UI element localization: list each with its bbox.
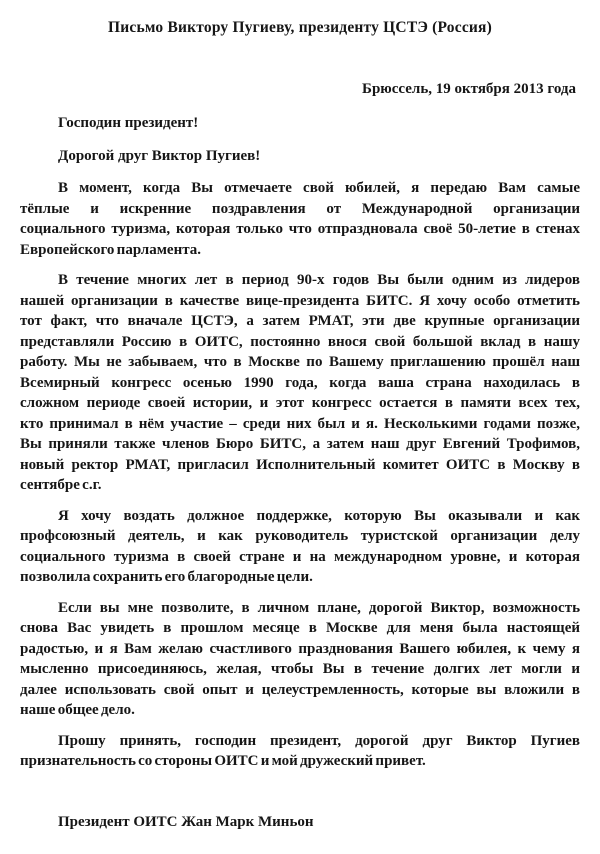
letter-line: работу. Мы не забываем, что в Москве по Вашему приглашению прошёл наш	[20, 354, 580, 370]
letter-line: тот факт, что вначале ЦСТЭ, а затем РМАТ, эти две крупные организации	[20, 313, 580, 329]
letter-line: сложном периоде своей истории, и этот конгресс остается в памяти всех тех,	[20, 395, 580, 411]
letter-line: кто принимал в нём участие – среди них был и я. Несколькими годами позже,	[20, 415, 580, 432]
letter-line: нашей организации в качестве вице-президента БИТС. Я хочу особо отметить	[20, 292, 580, 309]
letter-line: профсоюзный деятель, и как руководитель туристской организации делу	[20, 528, 580, 544]
letter-line: позволила сохранить его благородные цели.	[20, 569, 313, 585]
letter-paragraph-1	[20, 178, 580, 260]
letter-line: представляли Россию в ОИТС, постоянно внося свой большой вклад в нашу	[20, 333, 580, 350]
letter-line: социального туризма, которая только что отпраздновала своё 50-летие в стенах	[20, 221, 580, 237]
letter-line: Я хочу воздать должное поддержке, которую Вы оказывали и как	[58, 507, 580, 524]
letter-paragraph-4	[20, 598, 580, 721]
letter-paragraph-5	[20, 731, 580, 772]
letter-line: снова Вас увидеть в прошлом месяце в Москве для меня была настоящей	[20, 620, 580, 636]
salutation-friend: Дорогой друг Виктор Пугиев!	[58, 147, 261, 164]
letter-line: В момент, когда Вы отмечаете свой юбилей, я передаю Вам самые	[58, 180, 580, 196]
letter-line: далее использовать свой опыт и целеустремленность, которые вы вложили в	[20, 681, 580, 698]
letter-line: тёплые и искренние поздравления от Международной организации	[20, 200, 580, 217]
letter-line: Вы приняли также членов Бюро БИТС, а затем наш друг Евгений Трофимов,	[20, 436, 580, 452]
letter-line: Всемирный конгресс осенью 1990 года, когда ваша страна находилась в	[20, 374, 580, 391]
letter-line: социального туризма в своей стране и на международном уровне, и которая	[20, 548, 580, 565]
letter-dateline: Брюссель, 19 октября 2013 года	[362, 80, 576, 97]
letter-paragraph-3	[20, 506, 580, 588]
letter-line: новый ректор РМАТ, пригласил Исполнительный комитет ОИТС в Москву в	[20, 456, 580, 473]
letter-line: Если вы мне позволите, в личном плане, дорогой Виктор, возможность	[58, 599, 580, 616]
signature-line: Президент ОИТС Жан Марк Миньон	[58, 813, 314, 830]
letter-title: Письмо Виктору Пугиеву, президенту ЦСТЭ (Россия)	[108, 19, 492, 36]
letter-paragraph-2	[20, 270, 580, 496]
letter-line: В течение многих лет в период 90-х годов Вы были одним из лидеров	[58, 272, 580, 288]
letter-line: радостью, и я Вам желаю счастливого празднования Вашего юбилея, к чему я	[20, 640, 580, 657]
salutation-president: Господин президент!	[58, 115, 199, 131]
letter-line: наше общее дело.	[20, 702, 135, 718]
letter-line: сентябре с.г.	[20, 477, 102, 493]
letter-line: Прошу принять, господин президент, дорогой друг Виктор Пугиев	[58, 732, 580, 749]
letter-line: Европейского парламента.	[20, 241, 202, 258]
letter-line: мысленно присоединяюсь, желая, чтобы Вы в течение долгих лет могли и	[20, 661, 580, 677]
letter-line: признательность со стороны ОИТС и мой дружеский привет.	[20, 753, 426, 769]
